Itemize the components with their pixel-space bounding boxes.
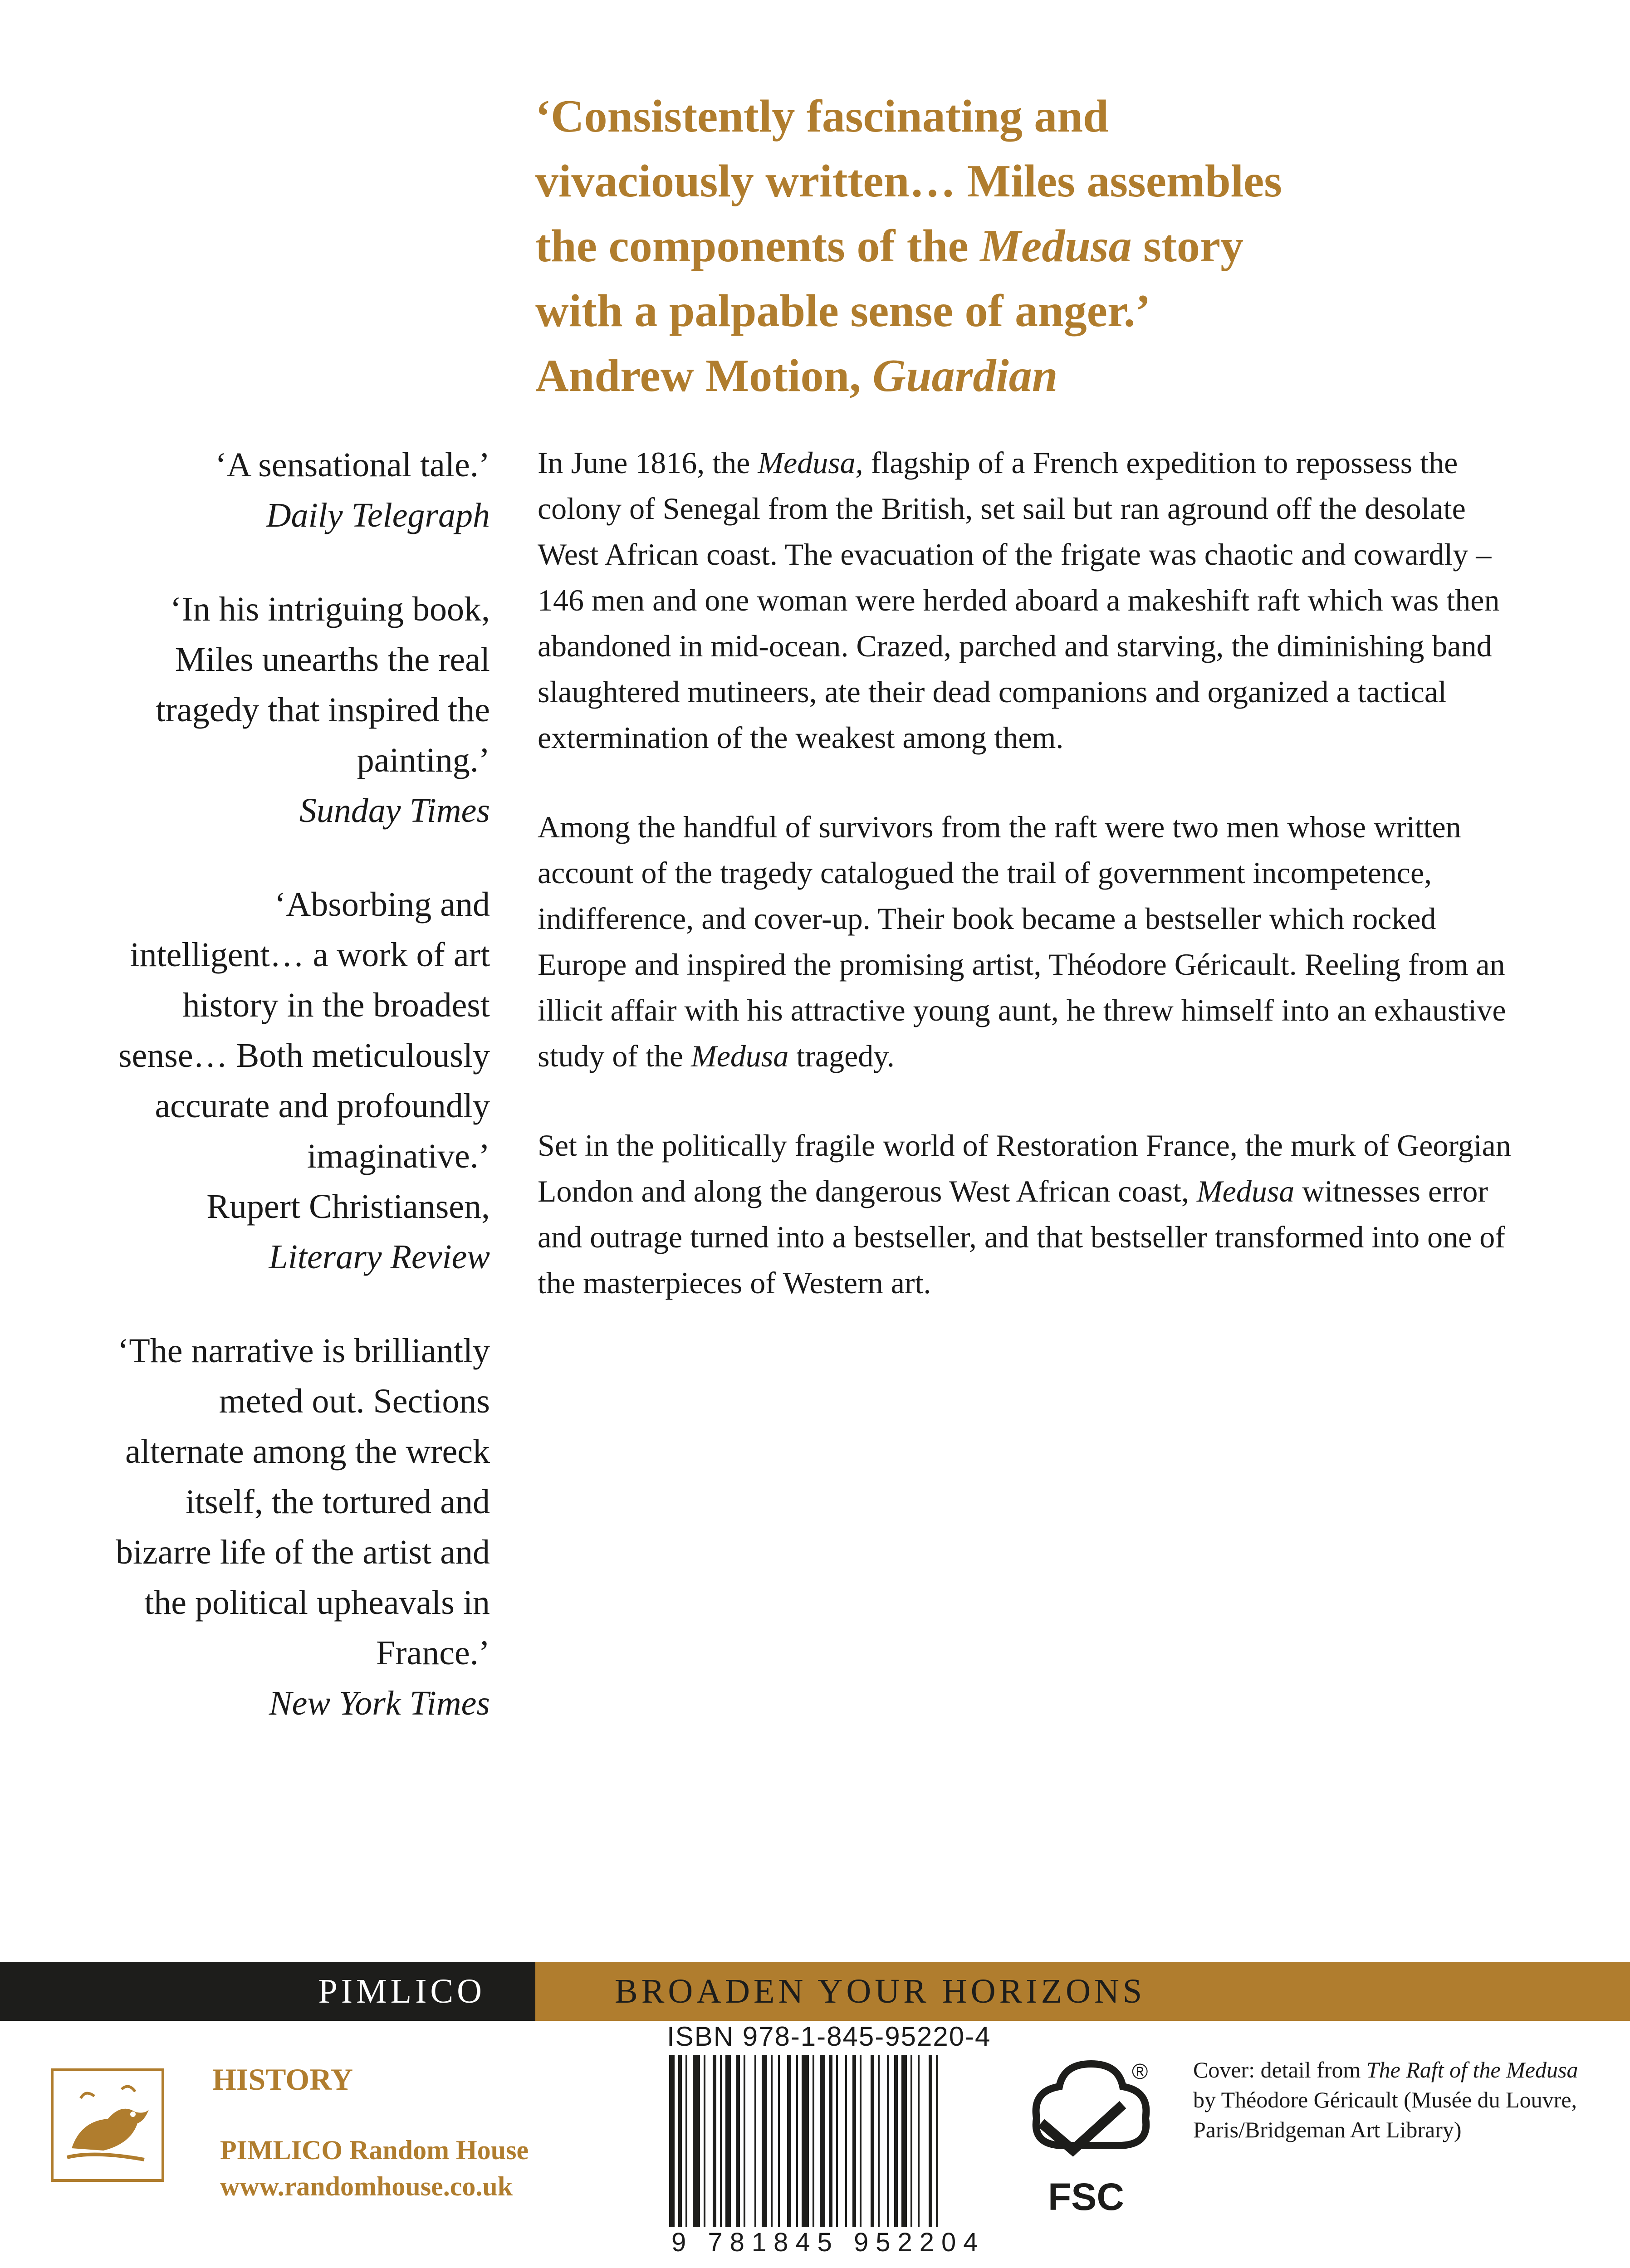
main-quote (535, 84, 1579, 408)
barcode-bar (845, 2055, 847, 2227)
isbn: ISBN 978-1-845-95220-4 (667, 2021, 991, 2052)
barcode-bar (887, 2055, 889, 2227)
synopsis (538, 440, 1517, 1349)
main-quote-line: with a palpable sense of anger.’ (535, 285, 1151, 337)
main-quote-line: ‘Consistently fascinating and (535, 91, 1109, 142)
review-source: Daily Telegraph (266, 496, 490, 534)
review-quote: ‘Absorbing and intelligent… a work of art history in the broadest sense… Both meticulously accurate and profoundly imaginative.’ Rupert Christiansen, Literary Review (59, 880, 490, 1282)
barcode-bar (720, 2055, 722, 2227)
barcode-bar (713, 2055, 716, 2227)
barcode-bar (871, 2055, 874, 2227)
category-label: HISTORY (212, 2062, 353, 2097)
barcode-bar (796, 2055, 798, 2227)
tagline-band: BROADEN YOUR HORIZONS (535, 1962, 1630, 2021)
barcode-bar (762, 2055, 767, 2227)
fsc-label: FSC (1048, 2175, 1124, 2218)
barcode-bar (802, 2055, 809, 2227)
review-quote: ‘The narrative is brilliantly meted out. Sections alternate among the wreck itself, the tortured and bizarre life of the artist and the political upheavals in France.’ New York Times (59, 1326, 490, 1729)
publisher-name: PIMLICO Random House (220, 2135, 529, 2165)
barcode-bar (678, 2055, 682, 2227)
barcode-bar (852, 2055, 856, 2227)
barcode-number: 9 781845 952204 (671, 2227, 1043, 2258)
review-quotes-column (59, 440, 490, 1772)
review-source: Literary Review (269, 1238, 490, 1276)
main-quote-attribution: Andrew Motion, Guardian (535, 350, 1058, 401)
barcode-bar (685, 2055, 687, 2227)
barcode (660, 2055, 1032, 2250)
barcode-bar (744, 2055, 745, 2227)
publisher-info (220, 2132, 529, 2204)
barcode-bar (836, 2055, 838, 2227)
synopsis-paragraph: In June 1816, the Medusa, flagship of a French expedition to repossess the colony of Senegal from the British, set sail but ran aground off the desolate West African coast. The evacuation of the frigate was chaotic and cowardly – 146 men and one woman were herded aboard a makeshift raft which was then abandoned in mid-ocean. Crazed, parched and starving, the diminishing band slaughtered mutineers, ate their dead companions and organized a tactical extermination of the weakest among them. (538, 445, 1500, 755)
barcode-bar (910, 2055, 912, 2227)
synopsis-paragraph: Among the handful of survivors from the raft were two men whose written account of the tragedy catalogued the trail of government incompetence, indifference, and cover-up. Their book became a bestseller which rocked Europe and inspired the promising artist, Théodore Géricault. Reeling from an illicit affair with his attractive young aunt, he threw himself into an exhaustive study of the Medusa tragedy. (538, 810, 1506, 1073)
barcode-bar (669, 2055, 675, 2227)
synopsis-paragraph: Set in the politically fragile world of Restoration France, the murk of Georgian London and along the dangerous West African coast, Medusa witnesses error and outrage turned into a bestseller, and that bestseller transformed into one of the masterpieces of Western art. (538, 1128, 1511, 1300)
barcode-bar (918, 2055, 920, 2227)
review-source: New York Times (269, 1684, 490, 1722)
publisher-website[interactable]: www.randomhouse.co.uk (220, 2171, 513, 2201)
barcode-bar (771, 2055, 773, 2227)
main-quote-line: vivaciously written… Miles assembles (535, 156, 1282, 207)
barcode-bar (829, 2055, 832, 2227)
barcode-bar (901, 2055, 907, 2227)
bird-logo-icon (51, 2068, 164, 2182)
review-quote: ‘A sensational tale.’ Daily Telegraph (59, 440, 490, 541)
barcode-bar (813, 2055, 814, 2227)
registered-mark: ® (1132, 2060, 1148, 2084)
barcode-bar (787, 2055, 791, 2227)
barcode-bar (754, 2055, 756, 2227)
review-source: Sunday Times (299, 792, 490, 830)
barcode-bar (736, 2055, 740, 2227)
barcode-bar (860, 2055, 862, 2227)
barcode-bar (693, 2055, 700, 2227)
barcode-bar (820, 2055, 825, 2227)
barcode-bar (725, 2055, 731, 2227)
cover-credit: Cover: detail from The Raft of the Medusa by Théodore Géricault (Musée du Louvre, Paris/Bridgeman Art Library) (1193, 2057, 1578, 2142)
barcode-bar (929, 2055, 932, 2227)
review-quote: ‘In his intriguing book, Miles unearths the real tragedy that inspired the painting.’ Sunday Times (59, 584, 490, 836)
review-author: Rupert Christiansen, (206, 1188, 490, 1226)
barcode-bar (936, 2055, 938, 2227)
imprint-band: PIMLICO (0, 1962, 535, 2021)
barcode-bar (704, 2055, 705, 2227)
barcode-bar (894, 2055, 898, 2227)
barcode-bar (778, 2055, 780, 2227)
main-quote-line: the components of the Medusa story (535, 220, 1244, 272)
barcode-bar (878, 2055, 880, 2227)
